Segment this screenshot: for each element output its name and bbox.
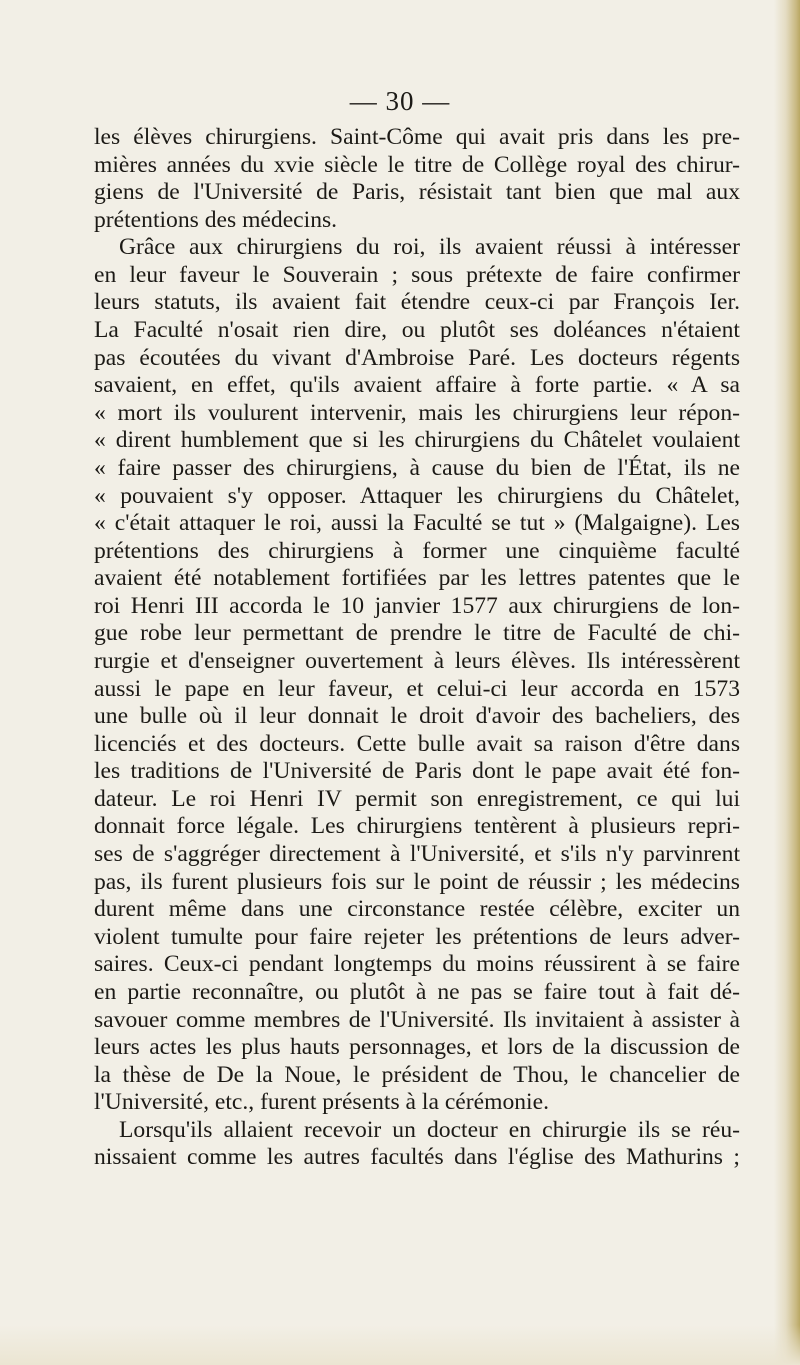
text-line: gue robe leur permettant de prendre le titre de Faculté de chi- [94, 620, 740, 647]
text-line: leurs actes les plus hauts personnages, et lors de la discussion de [94, 1034, 740, 1061]
text-line: giens de l'Université de Paris, résistait tant bien que mal aux [94, 179, 740, 206]
text-line: les traditions de l'Université de Paris dont le pape avait été fon- [94, 758, 740, 785]
text-line: savaient, en effet, qu'ils avaient affaire à forte partie. « A sa [94, 372, 740, 399]
text-line: violent tumulte pour faire rejeter les prétentions de leurs adver- [94, 923, 740, 950]
text-line: « faire passer des chirurgiens, à cause du bien de l'État, ils ne [94, 454, 740, 481]
page-number: — 30 — [349, 86, 451, 116]
text-line: leurs statuts, ils avaient fait étendre ceux-ci par François Ier. [94, 289, 740, 316]
text-line: « c'était attaquer le roi, aussi la Faculté se tut » (Malgaigne). Les [94, 510, 740, 537]
text-line: les élèves chirurgiens. Saint-Côme qui avait pris dans les pre- [94, 124, 740, 150]
text-line: savouer comme membres de l'Université. Ils invitaient à assister à [94, 1006, 740, 1033]
text-line: mières années du xvie siècle le titre de Collège royal des chirur- [94, 151, 740, 178]
text-line: en partie reconnaître, ou plutôt à ne pas se faire tout à fait dé- [94, 978, 740, 1005]
text-line: licenciés et des docteurs. Cette bulle avait sa raison d'être dans [94, 730, 740, 757]
text-line: dateur. Le roi Henri IV permit son enregistrement, ce qui lui [94, 785, 740, 812]
text-line: la thèse de De la Noue, le président de Thou, le chancelier de [94, 1061, 740, 1088]
text-line: donnait force légale. Les chirurgiens tentèrent à plusieurs repri- [94, 813, 740, 840]
text-line: Grâce aux chirurgiens du roi, ils avaient réussi à intéresser [119, 234, 740, 261]
text-line: prétentions des chirurgiens à former une cinquième faculté [94, 537, 740, 564]
text-line: Lorsqu'ils allaient recevoir un docteur en chirurgie ils se réu- [119, 1116, 740, 1143]
text-line: une bulle où il leur donnait le droit d'avoir des bacheliers, des [94, 703, 740, 730]
text-line: pas, ils furent plusieurs fois sur le point de réussir ; les médecins [94, 868, 740, 895]
text-line: durent même dans une circonstance restée célèbre, exciter un [94, 896, 740, 923]
text-line: aussi le pape en leur faveur, et celui-ci leur accorda en 1573 [94, 675, 740, 702]
text-line: prétentions des médecins. [94, 206, 338, 233]
text-line: saires. Ceux-ci pendant longtemps du moins réussirent à se faire [94, 951, 740, 978]
text-line: rurgie et d'enseigner ouvertement à leurs élèves. Ils intéressèrent [94, 647, 740, 674]
text-line: en leur faveur le Souverain ; sous prétexte de faire confirmer [94, 261, 740, 288]
text-line: « dirent humblement que si les chirurgiens du Châtelet voulaient [94, 427, 740, 454]
text-line: avaient été notablement fortifiées par les lettres patentes que le [94, 565, 740, 592]
text-line: nissaient comme les autres facultés dans l'église des Mathurins ; [94, 1144, 740, 1171]
page-edge-shadow [774, 0, 800, 1365]
text-line: « mort ils voulurent intervenir, mais les chirurgiens leur répon- [94, 399, 740, 426]
text-line: l'Université, etc., furent présents à la cérémonie. [94, 1089, 549, 1116]
text-line: ses de s'aggréger directement à l'Université, et s'ils n'y parvinrent [94, 841, 740, 868]
text-line: roi Henri III accorda le 10 janvier 1577 aux chirurgiens de lon- [94, 592, 740, 619]
text-line: « pouvaient s'y opposer. Attaquer les chirurgiens du Châtelet, [94, 482, 740, 509]
text-line: pas écoutées du vivant d'Ambroise Paré. Les docteurs régents [94, 344, 740, 371]
text-line: La Faculté n'osait rien dire, ou plutôt ses doléances n'étaient [94, 317, 740, 344]
body-text [94, 124, 740, 1172]
page-bottom-tone [0, 1325, 800, 1365]
